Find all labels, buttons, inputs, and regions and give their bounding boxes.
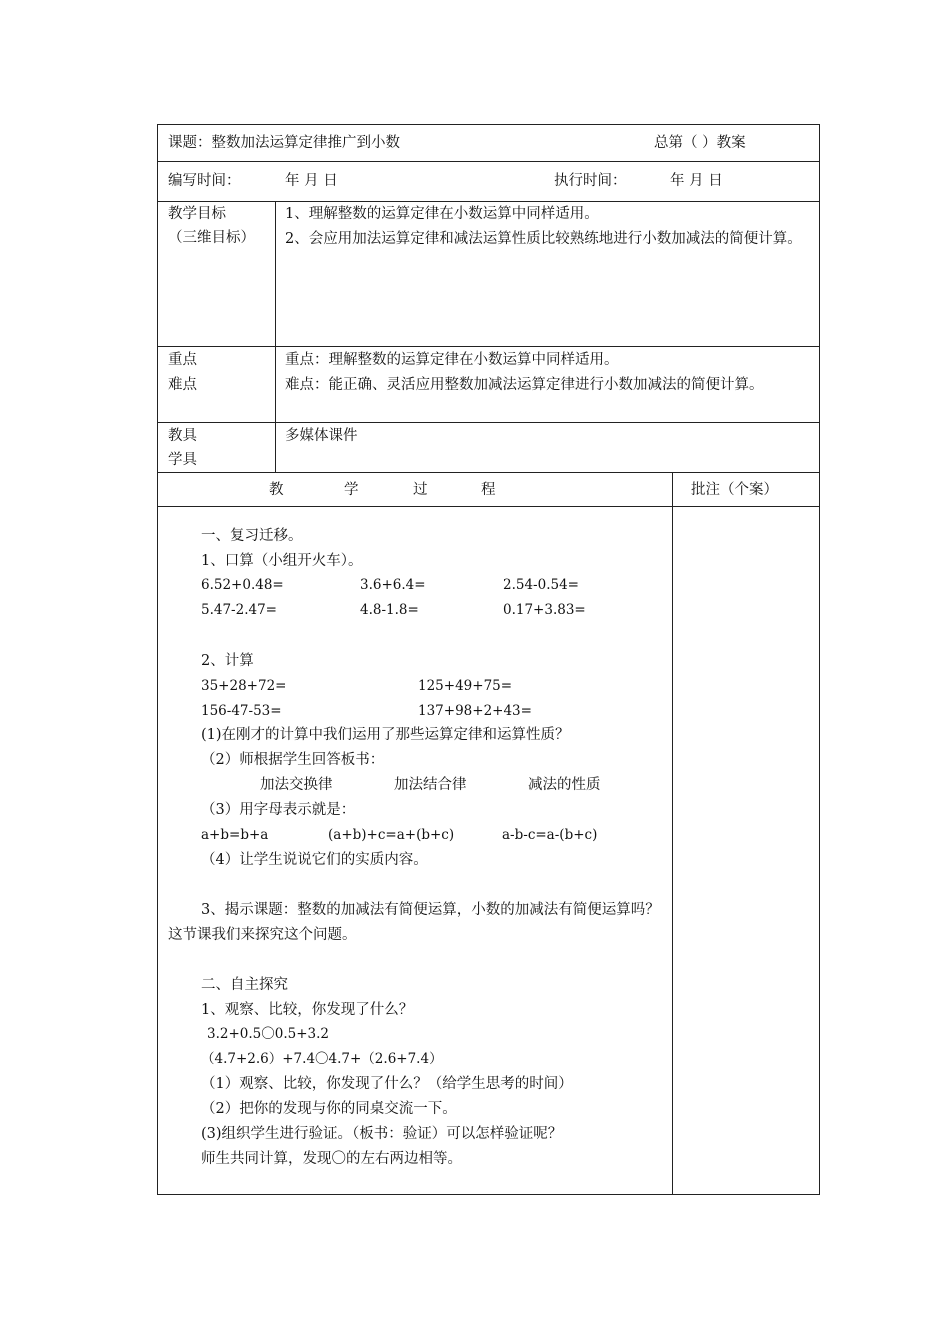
- row-divider: [158, 506, 819, 507]
- difficult-point: 难点：能正确、灵活应用整数加减法运算定律进行小数加减法的简便计算。: [285, 377, 764, 393]
- column-divider: [275, 201, 276, 472]
- question-3: （3）用字母表示就是：: [201, 802, 356, 818]
- oral-expr: 6.52+0.48=: [201, 577, 284, 593]
- section-1-title: 一、复习迁移。: [201, 528, 303, 544]
- tools-value: 多媒体课件: [285, 428, 358, 444]
- topic-title: 课题：整数加法运算定律推广到小数: [168, 135, 400, 151]
- question-2: （2）师根据学生回答板书：: [201, 752, 385, 768]
- key-point: 重点：理解整数的运算定律在小数运算中同样适用。: [285, 352, 619, 368]
- column-divider: [672, 472, 673, 1194]
- tools-label-2: 学具: [168, 452, 197, 468]
- tools-label-1: 教具: [168, 428, 197, 444]
- step-2: （2）把你的发现与你的同桌交流一下。: [201, 1101, 457, 1117]
- oral-expr: 5.47-2.47=: [201, 602, 277, 618]
- question-1: (1)在刚才的计算中我们运用了那些运算定律和运算性质？: [201, 727, 570, 743]
- item-oral-calc: 1、口算（小组开火车）。: [201, 553, 363, 569]
- step-3: (3)组织学生进行验证。（板书：验证）可以怎样验证呢？: [201, 1126, 563, 1142]
- question-4: （4）让学生说说它们的实质内容。: [201, 852, 428, 868]
- item-reveal-topic: 3、揭示课题：整数的加减法有简便运算，小数的加减法有简便运算吗？这节课我们来探究这个问题。: [168, 902, 660, 943]
- goal-2: 2、会应用加法运算定律和减法运算性质比较熟练地进行小数加减法的简便计算。: [285, 231, 802, 247]
- oral-expr: 2.54-0.54=: [503, 577, 579, 593]
- exec-time-label: 执行时间：: [554, 173, 627, 189]
- calc-expr: 35+28+72=: [201, 678, 287, 694]
- item-calc: 2、计算: [201, 653, 254, 669]
- compare-expr: （4.7+2.6）+7.4〇4.7+（2.6+7.4）: [201, 1051, 443, 1067]
- process-header-4: 程: [481, 482, 496, 498]
- calc-expr: 137+98+2+43=: [418, 703, 532, 719]
- conclusion: 师生共同计算，发现〇的左右两边相等。: [201, 1151, 462, 1167]
- oral-expr: 0.17+3.83=: [503, 602, 586, 618]
- notes-header: 批注（个案）: [691, 482, 778, 498]
- law-name: 减法的性质: [528, 777, 601, 793]
- compile-date: 年 月 日: [285, 173, 338, 189]
- process-header-3: 过: [413, 482, 428, 498]
- row-divider: [158, 472, 819, 473]
- law-name: 加法结合律: [394, 777, 467, 793]
- process-header-2: 学: [344, 482, 359, 498]
- oral-expr: 3.6+6.4=: [360, 577, 426, 593]
- goals-label: 教学目标: [168, 206, 226, 222]
- law-name: 加法交换律: [260, 777, 333, 793]
- goal-1: 1、理解整数的运算定律在小数运算中同样适用。: [285, 206, 599, 222]
- row-divider: [158, 346, 819, 347]
- section-2-title: 二、自主探究: [201, 977, 288, 993]
- row-divider: [158, 161, 819, 162]
- calc-expr: 125+49+75=: [418, 678, 513, 694]
- difficult-label: 难点: [168, 377, 197, 393]
- exec-date: 年 月 日: [670, 173, 723, 189]
- formula: a+b=b+a: [201, 827, 269, 843]
- step-1: （1）观察、比较，你发现了什么？（给学生思考的时间）: [201, 1076, 573, 1092]
- row-divider: [158, 422, 819, 423]
- item-observe: 1、观察、比较，你发现了什么？: [201, 1002, 414, 1018]
- oral-expr: 4.8-1.8=: [360, 602, 419, 618]
- lesson-plan-table: [157, 124, 820, 1195]
- formula: (a+b)+c=a+(b+c): [328, 827, 455, 843]
- compile-time-label: 编写时间：: [168, 173, 241, 189]
- compare-expr: 3.2+0.5〇0.5+3.2: [207, 1026, 330, 1042]
- goals-sublabel: （三维目标）: [168, 230, 255, 246]
- calc-expr: 156-47-53=: [201, 703, 282, 719]
- process-header-1: 教: [269, 482, 284, 498]
- plan-number: 总第（ ）教案: [654, 135, 746, 151]
- formula: a-b-c=a-(b+c): [502, 827, 598, 843]
- key-label: 重点: [168, 352, 197, 368]
